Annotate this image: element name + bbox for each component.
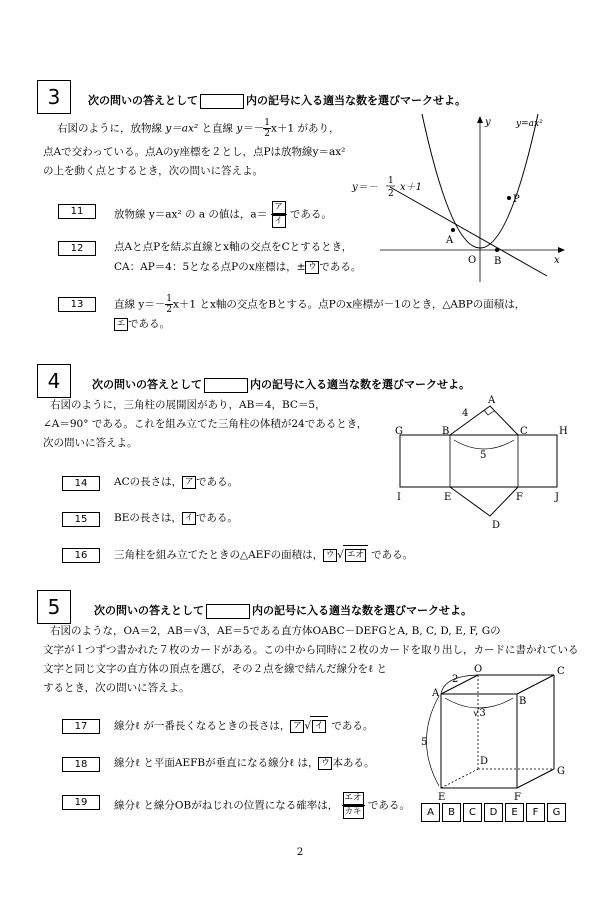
len-sqrt3-label: √3 <box>473 708 486 719</box>
sqrt-body <box>343 545 368 564</box>
net-label-h: H <box>559 426 568 437</box>
q4-item14-text <box>114 473 238 491</box>
q5-intro-line3: 文字と同じ文字の直方体の頂点を選び，その２点を線で結んだ線分をℓ と <box>43 663 387 675</box>
card-g: G <box>547 803 566 822</box>
length-5-label: 5 <box>480 450 487 461</box>
question-number-4: 4 <box>37 364 71 398</box>
net-label-f: F <box>516 492 523 503</box>
q3-graph <box>340 112 570 287</box>
answer-box-u: ウ <box>318 757 332 770</box>
card-a: A <box>421 803 440 822</box>
q3-item13-line1 <box>114 294 525 315</box>
vertex-f-label: F <box>514 792 521 802</box>
q3-item12-post: である。 <box>319 261 362 273</box>
q3-header <box>88 92 466 109</box>
q4-intro-line2: ∠A＝90° である。これを組み立てた三角柱の体積が24であるとき， <box>43 418 368 430</box>
question-number-5: 5 <box>37 590 71 624</box>
q5-header-post: 内の記号に入る適当な数を選びマークせよ。 <box>252 604 472 617</box>
net-label-c: C <box>520 426 528 437</box>
question-number-3: 3 <box>37 80 71 114</box>
q3-intro-line2: 点Aで交わっている。点Aのy座標を２とし，点Pは放物線y＝ax² <box>43 146 346 158</box>
q3-intro1a: 右図のように，放物線 <box>57 122 162 135</box>
q5-header-pre: 次の問いの答えとして <box>94 604 204 617</box>
vertex-e-label: E <box>438 792 446 802</box>
q5-item18-text <box>114 754 374 772</box>
answer-box-kaki: カキ <box>344 807 362 817</box>
card-c: C <box>463 803 482 822</box>
net-label-d: D <box>492 520 501 531</box>
vertex-a-label: A <box>432 688 440 699</box>
q4-item14-pre: ACの長さは， <box>114 476 183 488</box>
net-label-g: G <box>395 426 403 437</box>
answer-box-i: イ <box>312 720 326 733</box>
item-number-19: 19 <box>62 795 100 810</box>
q3-item11-post: である。 <box>289 208 332 221</box>
net-label-i: I <box>397 492 401 503</box>
answer-box-eo: エオ <box>346 549 364 560</box>
edge-ed-hidden <box>441 769 478 788</box>
vertex-g-label: G <box>557 766 565 777</box>
edge-bc <box>517 675 554 694</box>
card-e: E <box>505 803 524 822</box>
answer-box-a: ア <box>272 201 286 214</box>
net-label-j: J <box>555 492 560 503</box>
q3-header-post: 内の記号に入る適当な数を選びマークせよ。 <box>246 94 466 107</box>
q3-intro-frac: $\frac{1}{2}$ <box>264 118 271 139</box>
q3-item13-mid: x＋1 とx軸の交点をBとする。点Pのx座標が－1のとき，△ABPの面積は， <box>173 298 526 311</box>
point-b-label: B <box>494 256 502 267</box>
q5-header <box>94 602 472 619</box>
q3-header-pre: 次の問いの答えとして <box>88 94 198 107</box>
item-number-13: 13 <box>58 297 96 312</box>
q4-item15-post: である。 <box>195 512 238 524</box>
q5-item19-pre: 線分ℓ と線分OBがねじれの位置になる確率は， <box>114 799 339 812</box>
len-5-label: 5 <box>421 737 428 748</box>
q5-item17-text <box>114 716 373 735</box>
point-b <box>495 248 499 252</box>
q5-item19-frac <box>342 792 365 819</box>
q4-item15-text <box>114 509 238 527</box>
point-a <box>451 228 455 232</box>
q3-intro1d: y＝－ <box>236 122 264 135</box>
y-axis-arrow <box>477 116 483 123</box>
q3-item12-pre: CA：AP＝4：5となる点Pのx座標は，± <box>114 261 306 273</box>
q3-item13-frac: $\frac{1}{2}$ <box>166 294 173 315</box>
answer-box-a: ア <box>290 720 304 733</box>
dim-arc-sqrt3 <box>445 698 513 708</box>
q3-intro1c: と直線 <box>201 122 234 135</box>
answer-box-i: イ <box>182 512 196 525</box>
item-number-11: 11 <box>58 204 96 219</box>
item-number-16: 16 <box>62 548 100 563</box>
q5-item17-pre: 線分ℓ が一番長くなるときの長さは， <box>114 720 291 732</box>
item-number-17: 17 <box>62 719 100 734</box>
answer-box-eo: エオ <box>344 793 362 803</box>
y-axis-label: y <box>485 117 491 128</box>
q4-header-box <box>204 378 248 393</box>
q3-header-box <box>200 94 244 109</box>
q5-intro-line4: するとき，次の問いに答えよ。 <box>43 682 190 694</box>
q3-item12-line2 <box>114 258 361 276</box>
q3-intro1b: y＝ax² <box>165 122 199 135</box>
vertex-b-label: B <box>519 696 527 707</box>
vertex-o-label: O <box>474 664 483 675</box>
answer-box-u: ウ <box>305 261 319 274</box>
q4-item16-text <box>114 545 413 564</box>
net-label-a: A <box>488 395 496 406</box>
q5-intro-line1: 右図のような，OA＝2，AB＝√3，AE＝5である直方体OABC－DEFGとA, B, C, D, E, F, Gの <box>50 625 501 637</box>
q4-item16-pre: 三角柱を組み立てたときの△AEFの面積は， <box>114 549 324 561</box>
q3-item13-line2 <box>114 315 170 333</box>
q4-net-diagram <box>392 390 572 540</box>
net-label-b: B <box>442 426 450 437</box>
line-label-frac-d: 2 <box>388 189 394 199</box>
q4-intro-line3: 次の問いに答えよ。 <box>43 437 138 449</box>
length-arc-5 <box>454 440 514 449</box>
net-rectangle <box>400 435 557 487</box>
q5-item19-text <box>114 792 410 819</box>
q3-item12-line1: 点Aと点Pを結ぶ直線とx軸の交点をCとするとき， <box>114 241 353 253</box>
q3-item13-pre: 直線 y＝－ <box>114 298 166 311</box>
right-angle-mark <box>484 410 494 415</box>
page-number: 2 <box>296 847 304 858</box>
line-label-frac-n: 1 <box>388 176 394 186</box>
length-4-label: 4 <box>462 408 469 419</box>
q3-item11-pre: 放物線 y＝ax² の a の値は，a＝ <box>114 208 268 221</box>
x-axis-arrow <box>558 247 565 253</box>
vertex-d-label: D <box>480 756 489 767</box>
q3-item11-frac <box>271 201 287 228</box>
q5-intro-line2: 文字が１つずつ書かれた７枚のカードがある。この中から同時に２枚のカードを取り出し，カードに書かれている <box>43 644 579 656</box>
q5-cuboid-diagram <box>416 662 586 802</box>
card-d: D <box>484 803 503 822</box>
vertex-c-label: C <box>557 666 565 677</box>
answer-box-u: ウ <box>323 549 337 562</box>
q3-item11-text <box>114 201 332 228</box>
line-label-post: x＋1 <box>400 182 423 193</box>
len-2-label: 2 <box>452 674 459 685</box>
q4-item14-post: である。 <box>196 476 239 488</box>
q4-header-pre: 次の問いの答えとして <box>92 378 202 391</box>
item-number-15: 15 <box>62 512 100 527</box>
point-a-label: A <box>446 235 454 246</box>
q4-item15-pre: BEの長さは， <box>114 512 182 524</box>
item-number-18: 18 <box>62 757 100 772</box>
q3-intro-line3: の上を動く点とするとき，次の問いに答えよ。 <box>43 165 264 177</box>
q4-header-post: 内の記号に入る適当な数を選びマークせよ。 <box>250 378 470 391</box>
sqrt-body <box>310 716 328 735</box>
q3-intro-line1 <box>57 118 339 139</box>
q5-item18-post: 本ある。 <box>332 757 375 769</box>
parabola-label: y=ax² <box>516 119 543 129</box>
point-p <box>507 196 511 200</box>
item-number-12: 12 <box>58 241 96 256</box>
item-number-14: 14 <box>62 476 100 491</box>
q3-item13-post: である。 <box>128 318 170 330</box>
net-triangle-bottom <box>450 487 518 516</box>
line-label-pre: y＝－ <box>352 182 378 193</box>
edge-ao <box>441 675 478 694</box>
q5-item18-pre: 線分ℓ と平面AEFBが垂直になる線分ℓ は， <box>114 757 319 769</box>
q5-item17-post: である。 <box>331 720 374 732</box>
sqrt-sign: √ <box>337 549 344 561</box>
answer-box-a: ア <box>182 476 196 489</box>
dim-arc-5 <box>427 696 440 786</box>
answer-box-i: イ <box>272 215 286 228</box>
net-label-e: E <box>444 492 452 503</box>
edge-fg <box>517 769 554 788</box>
card-f: F <box>526 803 545 822</box>
sqrt-sign: √ <box>304 720 312 732</box>
q4-intro-line1: 右図のように，三角柱の展開図があり，AB＝4，BC＝5， <box>50 399 326 411</box>
x-axis-label: x <box>554 255 560 266</box>
origin-label: O <box>468 255 477 266</box>
q5-item19-post: である。 <box>367 799 410 812</box>
answer-box-e: エ <box>114 318 128 331</box>
card-b: B <box>442 803 461 822</box>
q4-item16-post: である。 <box>371 549 414 561</box>
point-p-label: P <box>513 194 520 205</box>
q3-intro1e: x＋1 があり， <box>271 122 340 135</box>
q5-header-box <box>206 604 250 619</box>
